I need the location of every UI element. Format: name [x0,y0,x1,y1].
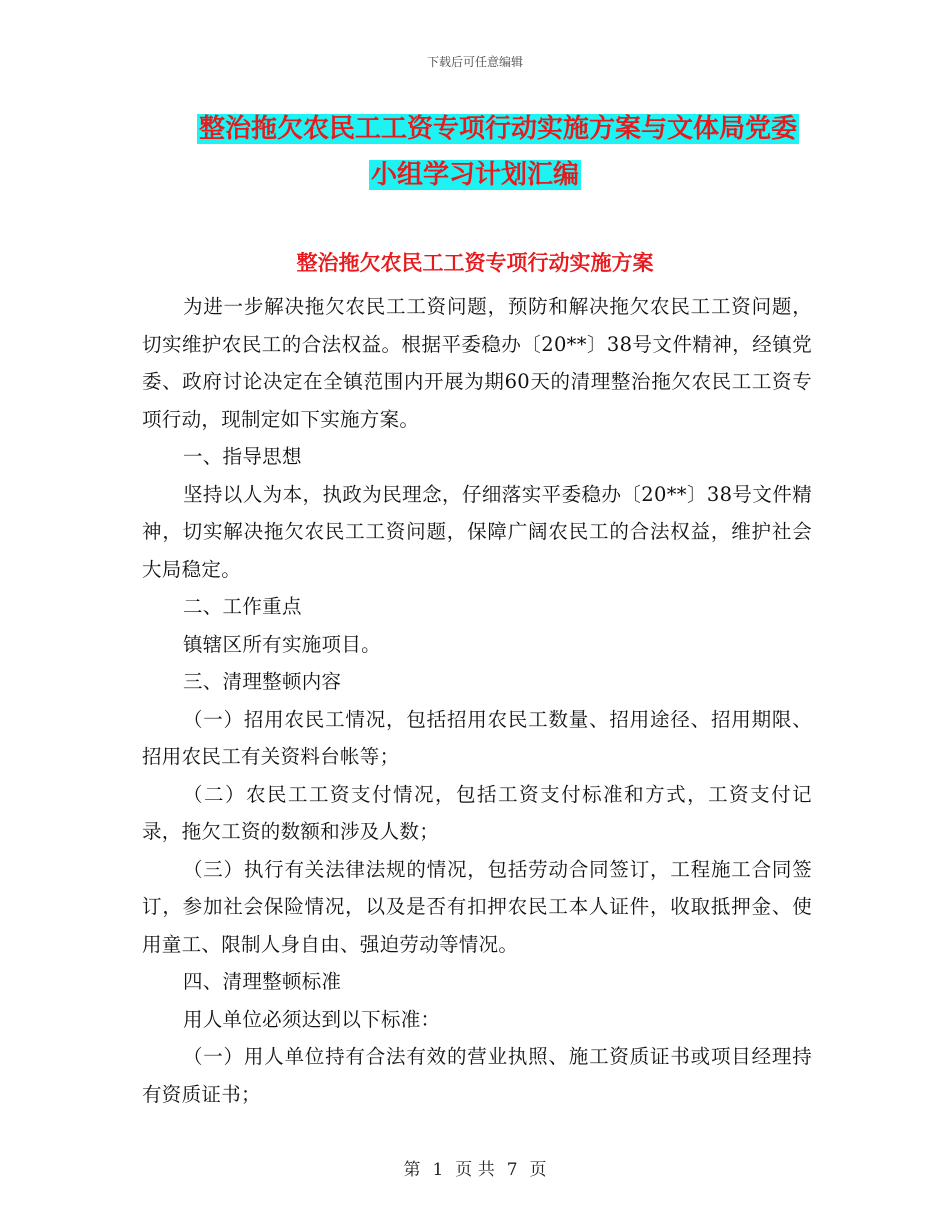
paragraph-intro: 为进一步解决拖欠农民工工资问题，预防和解决拖欠农民工工资问题，切实维护农民工的合法权益。根据平委稳办〔20**〕38号文件精神，经镇党委、政府讨论决定在全镇范围内开展为期60天的清理整治拖欠农民工工资专项行动，现制定如下实施方案。 [142,295,812,431]
header-note: 下载后可任意编辑 [426,55,523,69]
paragraph-work-focus: 镇辖区所有实施项目。 [182,632,381,656]
page-total: 7 [506,1160,518,1180]
paragraph-item-1: （一）招用农民工情况，包括招用农民工数量、招用途径、招用期限、招用农民工有关资料台帐等； [142,707,812,768]
page-mid: 页 共 [455,1160,495,1180]
paragraph-item-2: （二）农民工工资支付情况，包括工资支付标准和方式，工资支付记录，拖欠工资的数额和涉及人数； [142,782,812,843]
document-title-line-2: 小组学习计划汇编 [370,160,579,190]
heading-rectification-content: 三、清理整顿内容 [182,670,342,693]
page-prefix: 第 [403,1160,421,1180]
document-title-line-1: 整治拖欠农民工工资专项行动实施方案与文体局党委 [198,114,797,144]
heading-guiding-ideology: 一、指导思想 [182,445,302,468]
document-body [142,288,812,1113]
page-footer [0,1155,950,1180]
page-current: 1 [432,1160,444,1180]
section-title: 整治拖欠农民工工资专项行动实施方案 [296,251,654,275]
paragraph-guiding-ideology: 坚持以人为本，执政为民理念，仔细落实平委稳办〔20**〕38号文件精神，切实解决拖欠农民工工资问题，保障广阔农民工的合法权益，维护社会大局稳定。 [142,482,812,581]
page-suffix: 页 [529,1160,547,1180]
paragraph-item-3: （三）执行有关法律法规的情况，包括劳动合同签订，工程施工合同签订，参加社会保险情况，以及是否有扣押农民工本人证件，收取抵押金、使用童工、限制人身自由、强迫劳动等情况。 [142,857,812,956]
heading-rectification-standard: 四、清理整顿标准 [182,970,342,993]
paragraph-standard-intro: 用人单位必须达到以下标准： [182,1007,441,1031]
paragraph-standard-1: （一）用人单位持有合法有效的营业执照、施工资质证书或项目经理持有资质证书； [142,1045,812,1106]
heading-work-focus: 二、工作重点 [182,595,302,618]
